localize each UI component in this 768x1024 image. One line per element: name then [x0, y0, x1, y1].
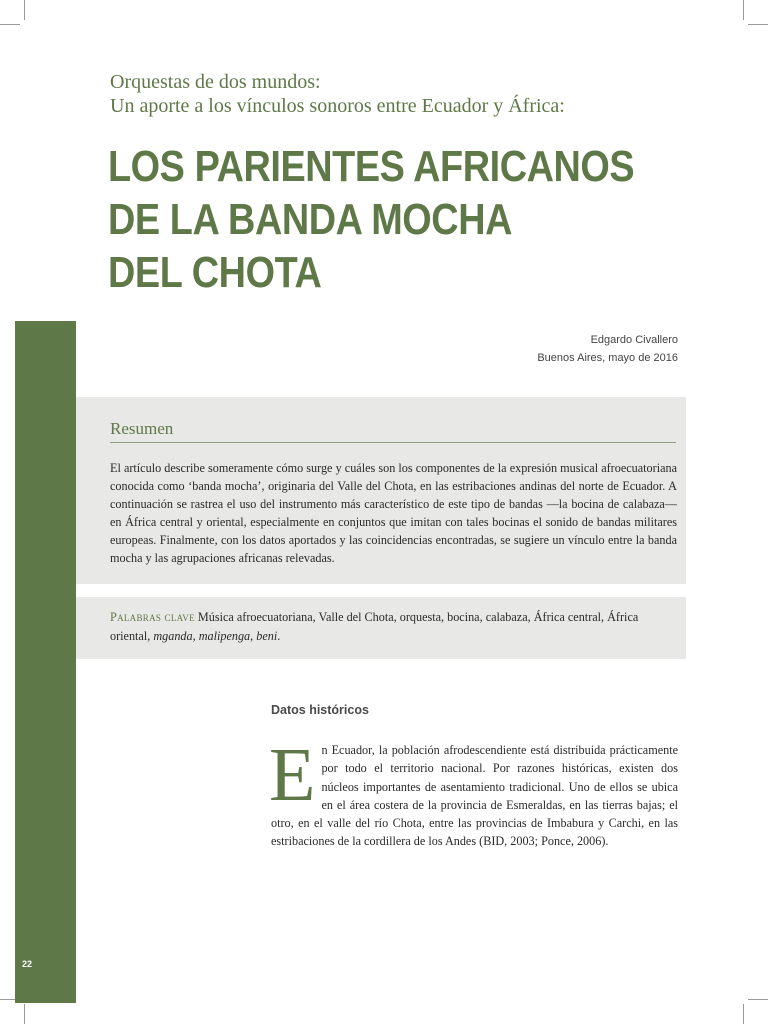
keywords-list: Música afroecuatoriana, Valle del Chota, orquesta, bocina, calabaza, África central, África oriental,: [110, 610, 639, 643]
author-name: Edgardo Civallero: [590, 334, 678, 346]
crop-mark: [0, 24, 20, 25]
keyword-italic: beni: [256, 629, 278, 643]
article-subtitle: [110, 70, 710, 118]
article-title: [108, 140, 641, 299]
section-heading: Datos históricos: [271, 703, 369, 717]
crop-mark: [748, 999, 768, 1000]
crop-mark: [743, 0, 744, 20]
summary-heading: Resumen: [110, 419, 676, 443]
title-line: DEL CHOTA: [108, 248, 322, 297]
subtitle-line: Un aporte a los vínculos sonoros entre Ecuador y África:: [110, 95, 565, 117]
crop-mark: [24, 1004, 25, 1024]
author-place-date: Buenos Aires, mayo de 2016: [537, 352, 678, 364]
summary-box: [76, 397, 686, 584]
keywords-box: [76, 597, 686, 659]
page-number: 22: [22, 959, 33, 969]
title-line: DE LA BANDA MOCHA: [108, 195, 512, 244]
keyword-italic: mganda: [153, 629, 193, 643]
body-paragraph-text: n Ecuador, la población afrodescendiente está distribuida prácticamente por todo el territorio nacional. Por razones históricas, existen dos núcleos importantes de asentamiento tradicional. Uno de ellos se ubica en el área costera de la provincia de Esmeraldas, en las tierras bajas; el otro, en el valle del río Chota, entre las provincias de Imbabura y Carchi, en las estribaciones de la cordillera de los Andes (BID, 2003; Ponce, 2006).: [271, 743, 678, 849]
author-block: [480, 331, 678, 367]
keywords-label: Palabras clave: [110, 610, 195, 624]
side-color-bar: [15, 321, 76, 1003]
keyword-end: .: [277, 629, 281, 643]
keywords-text: [110, 608, 677, 646]
title-line: LOS PARIENTES AFRICANOS: [108, 142, 635, 191]
keyword-italic: malipenga: [198, 629, 251, 643]
crop-mark: [748, 24, 768, 25]
subtitle-line: Orquestas de dos mundos:: [110, 71, 321, 93]
keyword-separator: ,: [192, 629, 199, 643]
crop-mark: [24, 0, 25, 20]
keyword-separator: ,: [250, 629, 257, 643]
crop-mark: [743, 1004, 744, 1024]
summary-text: El artículo describe someramente cómo surge y cuáles son los componentes de la expresión musical afroecuatoriana conocida como ‘banda mocha’, originaria del Valle del Chota, en las estribaciones andinas del norte de Ecuador. A continuación se rastrea el uso del instrumento más característico de este tipo de bandas —la bocina de calabaza— en África central y oriental, especialmente en conjuntos que imitan con tales bocinas el sonido de bandas militares europeas. Finalmente, con los datos aportados y las coincidencias encontradas, se sugiere un vínculo entre la banda mocha y las agrupaciones africanas relevadas.: [110, 461, 677, 565]
body-paragraph: [269, 733, 678, 851]
drop-cap: E: [269, 733, 316, 817]
